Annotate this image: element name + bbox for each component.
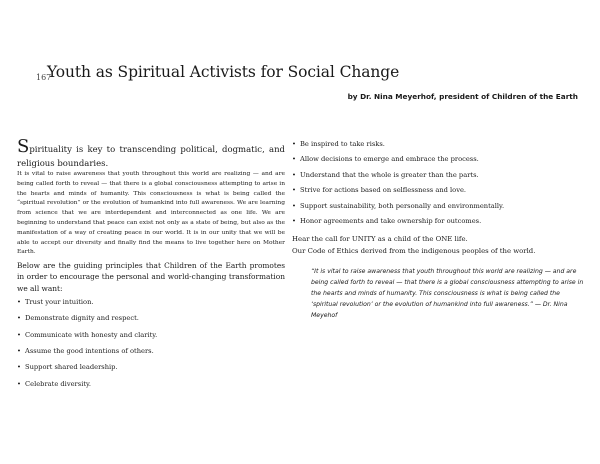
intro-line-2: religious boundaries. [17,159,109,169]
right-column [292,137,588,321]
principles-list-left [17,294,285,392]
list-item: • Communicate with honesty and clarity. [17,327,285,343]
page-number: 167 [36,73,52,82]
list-item: • Celebrate diversity. [17,376,285,392]
list-item: • Support sustainability, both personally and environmentally. [292,199,588,214]
pull-quote: “It is vital to raise awareness that youth throughout this world are realizing — and are being called forth to reveal — that there is a global consciousness attempting to arise in the hearts and minds of humanity. This consciousness is what is being called the ‘spiritual revolution’ or the evolution of humankind into full awareness.” — Dr. Nina Meyehof [311,268,584,320]
list-item: • Understand that the whole is greater than the parts. [292,168,588,183]
list-item: • Honor agreements and take ownership for outcomes. [292,214,588,229]
list-item: • Strive for actions based on selflessness and love. [292,183,588,198]
list-item: • Trust your intuition. [17,294,285,310]
list-item: • Assume the good intentions of others. [17,343,285,359]
article-title: Youth as Spiritual Activists for Social Change [47,63,400,81]
unity-call-line: Hear the call for UNITY as a child of the ONE life. [292,235,468,244]
principles-intro: Below are the guiding principles that Children of the Earth promotes in order to encourage the personal and world-changing transformation we all want: [17,261,285,293]
body-paragraph: It is vital to raise awareness that youth throughout this world are realizing — and are being called forth to reveal — that there is a global consciousness attempting to arise in the hearts and minds of humanity. This consciousness is what is being called the “spiritual revolution” or the evolution of humankind into full awareness. We are learning from science that we are interdependent and interconnected as one life. We are beginning to understand that peace can exist not only as a state of being, but also as the manifestation of a way of creating peace in our world. It is in our unity that we will be able to accept our diversity and finally find the means to live together here on Mother Earth. [17,171,285,256]
code-of-ethics-line: Our Code of Ethics derived from the indigenous peoples of the world. [292,247,536,256]
intro-line-1 [17,136,285,157]
byline: by Dr. Nina Meyerhof, president of Children of the Earth [347,92,578,101]
list-item: • Be inspired to take risks. [292,137,588,152]
left-column [17,136,285,392]
principles-list-right [292,137,588,229]
drop-cap: S [17,136,30,157]
list-item: • Allow decisions to emerge and embrace the process. [292,152,588,167]
intro-line-1-text: pirituality is key to transcending political, dogmatic, and [29,145,285,155]
list-item: • Support shared leadership. [17,359,285,375]
list-item: • Demonstrate dignity and respect. [17,310,285,326]
